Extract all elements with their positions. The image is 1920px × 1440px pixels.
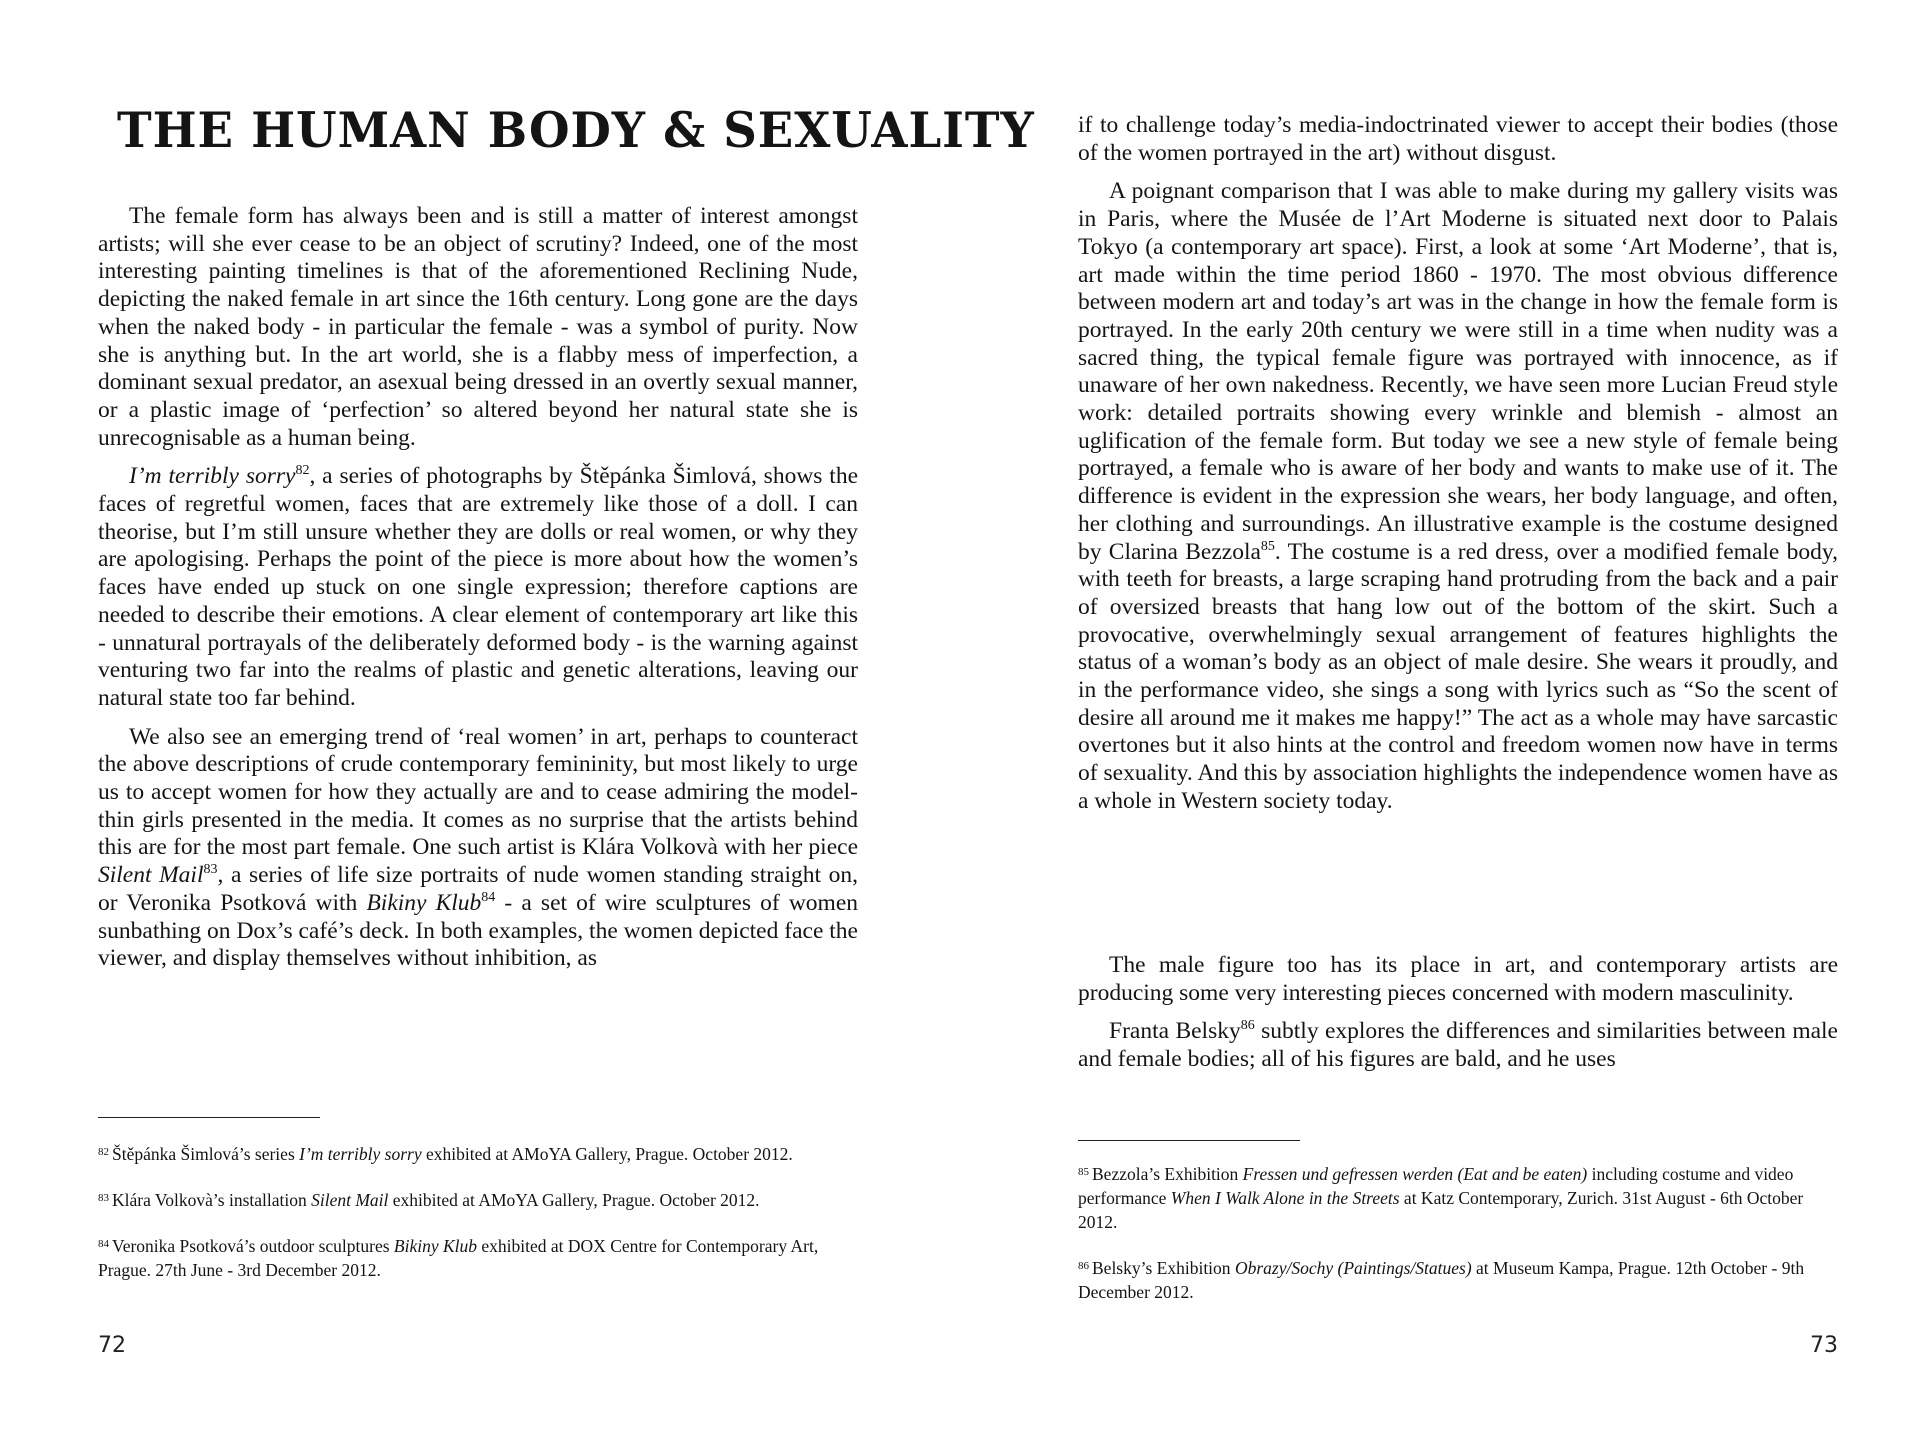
paragraph-text: , a series of photographs by Štěpánka Šimlová, shows the faces of regretful women, faces that are extremely like those of a doll. I can theorise, but I’m still unsure whether they are dolls or real women, or why they are apologising. Perhaps the point of the piece is more about how the women’s faces have ended up stuck on one single expression; therefore captions are needed to describe their emotions. A clear element of contemporary art like this - unnatural portrayals of the deliberately deformed body - is the warning against venturing two far into the realms of plastic and genetic alterations, leaving our natural state too far behind.: [98, 463, 858, 711]
footnote-number: 84: [98, 1238, 109, 1250]
footnote-ref: 86: [1240, 1018, 1255, 1034]
footnote-number: 86: [1078, 1260, 1089, 1272]
left-body-column: [98, 203, 858, 984]
artwork-title: I’m terribly sorry: [129, 463, 296, 490]
artwork-title: Silent Mail: [98, 862, 204, 889]
paragraph: [1078, 178, 1838, 815]
footnote-text: exhibited at DOX Centre for Contemporary Art, Prague. 27th June - 3rd December 2012.: [98, 1236, 819, 1280]
artwork-title: When I Walk Alone in the Streets: [1170, 1188, 1400, 1208]
paragraph-text: Franta Belsky: [1109, 1018, 1241, 1045]
right-body-column-bottom: [1078, 952, 1838, 1085]
footnote-ref: 82: [295, 463, 310, 479]
page-number: 73: [1810, 1333, 1838, 1358]
footnote: [98, 1232, 858, 1282]
paragraph-text: . The costume is a red dress, over a modified female body, with teeth for breasts, a large scraping hand protruding from the back and a pair of oversized breasts that hang low out of the bottom of the skirt. Such a provocative, overwhelmingly sexual arrangement of features highlights the status of a woman’s body as an object of male desire. She wears it proudly, and in the performance video, she sings a song with lyrics such as “So the scent of desire all around me it makes me happy!” The act as a whole may have sarcastic overtones but it also hints at the control and freedom women now have in terms of sexuality. And this by association highlights the independence women have as a whole in Western society today.: [1078, 538, 1838, 814]
paragraph-text: The male figure too has its place in art, and contemporary artists are producing some very interesting pieces concerned with modern masculinity.: [1078, 952, 1838, 1006]
paragraph: [1078, 1018, 1838, 1073]
chapter-title: THE HUMAN BODY & SEXUALITY: [117, 101, 1035, 159]
paragraph: [98, 463, 858, 712]
footnote-divider: [98, 1117, 320, 1118]
paragraph: [98, 203, 858, 452]
footnote-number: 83: [98, 1192, 109, 1204]
right-footnotes: [1078, 1160, 1838, 1324]
right-page: [960, 0, 1920, 1440]
paragraph-text: We also see an emerging trend of ‘real women’ in art, perhaps to counteract the above descriptions of crude contemporary femininity, but most likely to urge us to accept women for how they actually are and to cease admiring the model-thin girls presented in the media. It comes as no surprise that the artists behind this are for the most part female. One such artist is Klára Volkovà with her piece: [98, 723, 858, 861]
footnote: [1078, 1254, 1838, 1304]
page-number: 72: [98, 1333, 126, 1358]
footnote: [98, 1186, 858, 1212]
footnote-number: 82: [98, 1146, 109, 1158]
footnote: [98, 1140, 858, 1166]
paragraph-text: A poignant comparison that I was able to make during my gallery visits was in Paris, where the Musée de l’Art Moderne is situated next door to Palais Tokyo (a contemporary art space). First, a look at some ‘Art Moderne’, that is, art made within the time period 1860 - 1970. The most obvious difference between modern art and today’s art was in the change in how the female form is portrayed. In the early 20th century we were still in a time when nudity was a sacred thing, the typical female figure was portrayed with innocence, as if unaware of her own nakedness. Recently, we have seen more Lucian Freud style work: detailed portraits showing every wrinkle and blemish - almost an uglification of the female form. But today we see a new style of female being portrayed, a female who is aware of her body and wants to make use of it. The difference is evident in the expression she wears, her body language, and often, her clothing and surroundings. An illustrative example is the costume designed by Clarina Bezzola: [1078, 178, 1838, 565]
footnote-number: 85: [1078, 1166, 1089, 1178]
paragraph-text: , a series of life size portraits of nude women standing straight on, or Veronika Psotková with: [98, 862, 858, 916]
artwork-title: Bikiny Klub: [393, 1236, 478, 1256]
paragraph-text: The female form has always been and is still a matter of interest amongst artists; will she ever cease to be an object of scrutiny? Indeed, one of the most interesting painting timelines is that of the aforementioned Reclining Nude, depicting the naked female in art since the 16th century. Long gone are the days when the naked body - in particular the female - was a symbol of purity. Now she is anything but. In the art world, she is a flabby mess of imperfection, a dominant sexual predator, an asexual being dressed in an overtly sexual manner, or a plastic image of ‘perfection’ so altered beyond her natural state she is unrecognisable as a human being.: [98, 203, 858, 451]
right-body-column-top: [1078, 112, 1838, 827]
footnote-text: Bezzola’s Exhibition: [1092, 1164, 1243, 1184]
artwork-title: Obrazy/Sochy (Paintings/Statues): [1234, 1258, 1472, 1278]
paragraph-text: if to challenge today’s media-indoctrinated viewer to accept their bodies (those of the women portrayed in the art) without disgust.: [1078, 112, 1838, 166]
footnote: [1078, 1160, 1838, 1234]
footnote-text: exhibited at AMoYA Gallery, Prague. October 2012.: [421, 1144, 793, 1164]
artwork-title: Fressen und gefressen werden (Eat and be eaten): [1242, 1164, 1588, 1184]
footnote-text: including costume and video performance: [1078, 1164, 1794, 1208]
footnote-text: Klára Volkovà’s installation: [112, 1190, 312, 1210]
footnote-text: Štěpánka Šimlová’s series: [112, 1144, 300, 1164]
footnote-ref: 84: [481, 889, 496, 905]
footnote-text: exhibited at AMoYA Gallery, Prague. October 2012.: [388, 1190, 760, 1210]
footnote-divider: [1078, 1140, 1300, 1141]
paragraph: [1078, 112, 1838, 167]
paragraph: [98, 724, 858, 973]
footnote-ref: 83: [203, 862, 218, 878]
paragraph-text: - a set of wire sculptures of women sunbathing on Dox’s café’s deck. In both examples, the women depicted face the viewer, and display themselves without inhibition, as: [98, 889, 859, 972]
footnote-ref: 85: [1260, 538, 1275, 554]
footnote-text: at Museum Kampa, Prague. 12th October - 9th December 2012.: [1078, 1258, 1805, 1302]
artwork-title: Bikiny Klub: [366, 889, 482, 916]
artwork-title: I’m terribly sorry: [299, 1144, 422, 1164]
artwork-title: Silent Mail: [311, 1190, 389, 1210]
paragraph-text: subtly explores the differences and similarities between male and female bodies; all of his figures are bald, and he uses: [1078, 1018, 1838, 1073]
paragraph: [1078, 952, 1838, 1007]
footnote-text: Belsky’s Exhibition: [1092, 1258, 1235, 1278]
left-footnotes: [98, 1140, 858, 1302]
footnote-text: at Katz Contemporary, Zurich. 31st August - 6th October 2012.: [1078, 1188, 1804, 1232]
footnote-text: Veronika Psotková’s outdoor sculptures: [112, 1236, 394, 1256]
